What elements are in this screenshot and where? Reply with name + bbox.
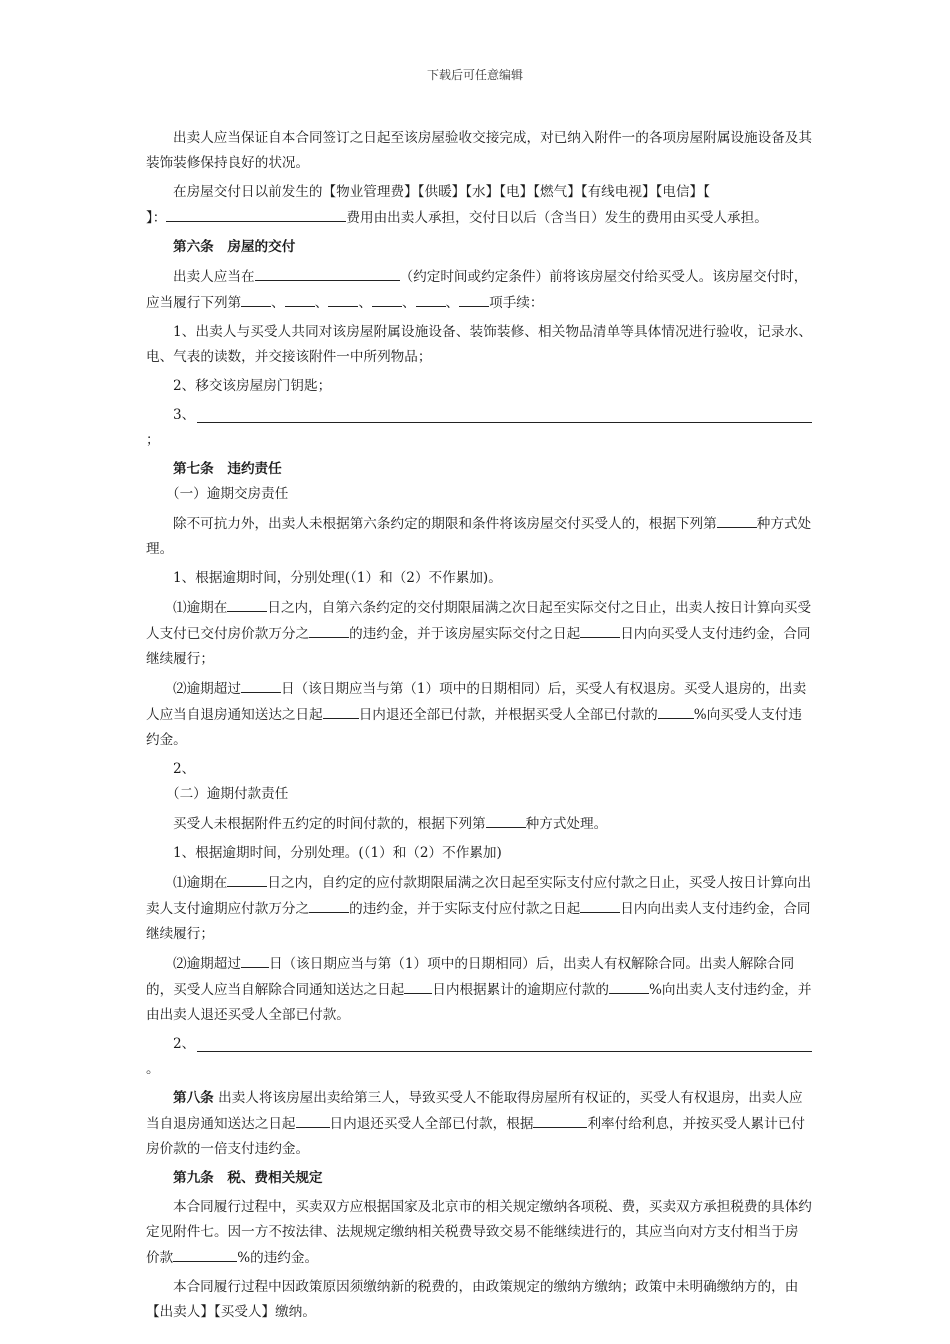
- article-8-heading: 第八条: [173, 1090, 214, 1106]
- blank-procedure[interactable]: [285, 290, 315, 307]
- paragraph-payment-overdue-1: ⑴逾期在 日之内，自约定的应付款期限届满之次日起至实际支付应付款之日止，买受人按日计算向出卖人支付逾期应付款万分之 的违约金，并于实际支付应付款之日起 日内向出卖人支付违约金，合同继续履行；: [146, 870, 812, 947]
- blank-procedure[interactable]: [328, 290, 358, 307]
- blank-procedure[interactable]: [459, 290, 489, 307]
- blank-rate[interactable]: [309, 621, 349, 638]
- blank-days[interactable]: [404, 977, 432, 994]
- page-header: 下载后可任意编辑: [426, 68, 523, 82]
- paragraph-fees: 在房屋交付日以前发生的【物业管理费】【供暖】【水】【电】【燃气】【有线电视】【电信】【 】： 费用由出卖人承担，交付日以后（含当日）发生的费用由买受人承担。: [146, 184, 768, 226]
- blank-method[interactable]: [486, 811, 526, 828]
- blank-percent[interactable]: [658, 702, 694, 719]
- blank-item-3[interactable]: [197, 406, 812, 423]
- blank-method[interactable]: [717, 511, 757, 528]
- blank-procedure[interactable]: [372, 290, 402, 307]
- blank-days[interactable]: [241, 676, 281, 693]
- blank-procedure[interactable]: [416, 290, 446, 307]
- blank-days[interactable]: [296, 1111, 330, 1128]
- blank-days[interactable]: [323, 702, 359, 719]
- blank-interest-rate[interactable]: [533, 1111, 587, 1128]
- list-item-keys: 2、移交该房屋房门钥匙；: [173, 378, 332, 394]
- subheading-late-delivery: （一）逾期交房责任: [166, 486, 289, 502]
- paragraph-taxes: 本合同履行过程中，买卖双方应根据国家及北京市的相关规定缴纳各项税、费，买卖双方承担税费的具体约定见附件七。因一方不按法律、法规规定缴纳相关税费导致交易不能继续进行的，其应当向对方支付相当于房价款 %的违约金。: [146, 1199, 812, 1266]
- blank-fee-items[interactable]: [166, 205, 346, 222]
- blank-percent[interactable]: [609, 977, 649, 994]
- blank-days[interactable]: [580, 896, 620, 913]
- paragraph-maintenance: 出卖人应当保证自本合同签订之日起至该房屋验收交接完成，对已纳入附件一的各项房屋附属设施设备及其装饰装修保持良好的状况。: [146, 130, 812, 171]
- list-item-3: 3、: [146, 403, 812, 428]
- paragraph-new-taxes: 本合同履行过程中因政策原因须缴纳新的税费的，由政策规定的缴纳方缴纳；政策中未明确缴纳方的，由【出卖人】【买受人】缴纳。: [146, 1279, 799, 1320]
- paragraph-handling: 1、根据逾期时间，分别处理(（1）和（2）不作累加)。: [173, 570, 502, 586]
- blank-delivery-time[interactable]: [255, 264, 400, 281]
- blank-days[interactable]: [227, 870, 267, 887]
- blank-percent[interactable]: [173, 1245, 237, 1262]
- list-item-payment-2: 2、: [146, 1032, 812, 1057]
- paragraph-late-delivery: 除不可抗力外，出卖人未根据第六条约定的期限和条件将该房屋交付买受人的，根据下列第 种方式处理。: [146, 511, 812, 562]
- list-item-3-end: ；: [146, 432, 160, 448]
- paragraph-overdue-1: ⑴逾期在 日之内，自第六条约定的交付期限届满之次日起至实际交付之日止，出卖人按日计算向买受人支付已交付房价款万分之 的违约金，并于该房屋实际交付之日起 日内向买受人支付违约金，合同继续履行；: [146, 595, 812, 672]
- paragraph-overdue-2: ⑵逾期超过 日（该日期应当与第（1）项中的日期相同）后，买受人有权退房。买受人退房的，出卖人应当自退房通知送达之日起 日内退还全部已付款，并根据买受人全部已付款的 %向买受人支付违约金。: [146, 676, 812, 753]
- subheading-late-payment: （二）逾期付款责任: [166, 786, 289, 802]
- list-item-payment-2-end: 。: [146, 1061, 160, 1077]
- paragraph-article-8: 第八条 出卖人将该房屋出卖给第三人，导致买受人不能取得房屋所有权证的，买受人有权退房，出卖人应当自退房通知送达之日起 日内退还买受人全部已付款，根据 利率付给利息，并按买受人累计已付房价款的一倍支付违约金。: [146, 1090, 805, 1157]
- blank-item-2[interactable]: [197, 1035, 812, 1052]
- blank-days[interactable]: [227, 595, 267, 612]
- contract-body: [146, 126, 812, 1325]
- blank-days[interactable]: [241, 951, 269, 968]
- paragraph-delivery: 出卖人应当在 （约定时间或约定条件）前将该房屋交付给买受人。该房屋交付时，应当履行下列第 、 、 、 、 、 项手续：: [146, 264, 812, 316]
- article-9-heading: 第九条 税、费相关规定: [173, 1170, 323, 1186]
- blank-procedure[interactable]: [241, 290, 271, 307]
- blank-rate[interactable]: [309, 896, 349, 913]
- paragraph-payment-overdue-2: ⑵逾期超过 日（该日期应当与第（1）项中的日期相同）后，出卖人有权解除合同。出卖人解除合同的，买受人应当自解除合同通知送达之日起 日内根据累计的逾期应付款的 %向出卖人支付违约金，并由出卖人退还买受人全部已付款。: [146, 951, 812, 1028]
- paragraph-late-payment: 买受人未根据附件五约定的时间付款的，根据下列第 种方式处理。: [146, 811, 812, 837]
- list-item-inspection: 1、出卖人与买受人共同对该房屋附属设施设备、装饰装修、相关物品清单等具体情况进行验收，记录水、电、气表的读数，并交接该附件一中所列物品；: [146, 324, 812, 365]
- article-6-heading: 第六条 房屋的交付: [173, 239, 296, 255]
- blank-days[interactable]: [580, 621, 620, 638]
- paragraph-handling-2: 1、根据逾期时间，分别处理。(（1）和（2）不作累加): [173, 845, 502, 861]
- paragraph-item-2: 2、: [173, 761, 196, 777]
- article-7-heading: 第七条 违约责任: [173, 461, 282, 477]
